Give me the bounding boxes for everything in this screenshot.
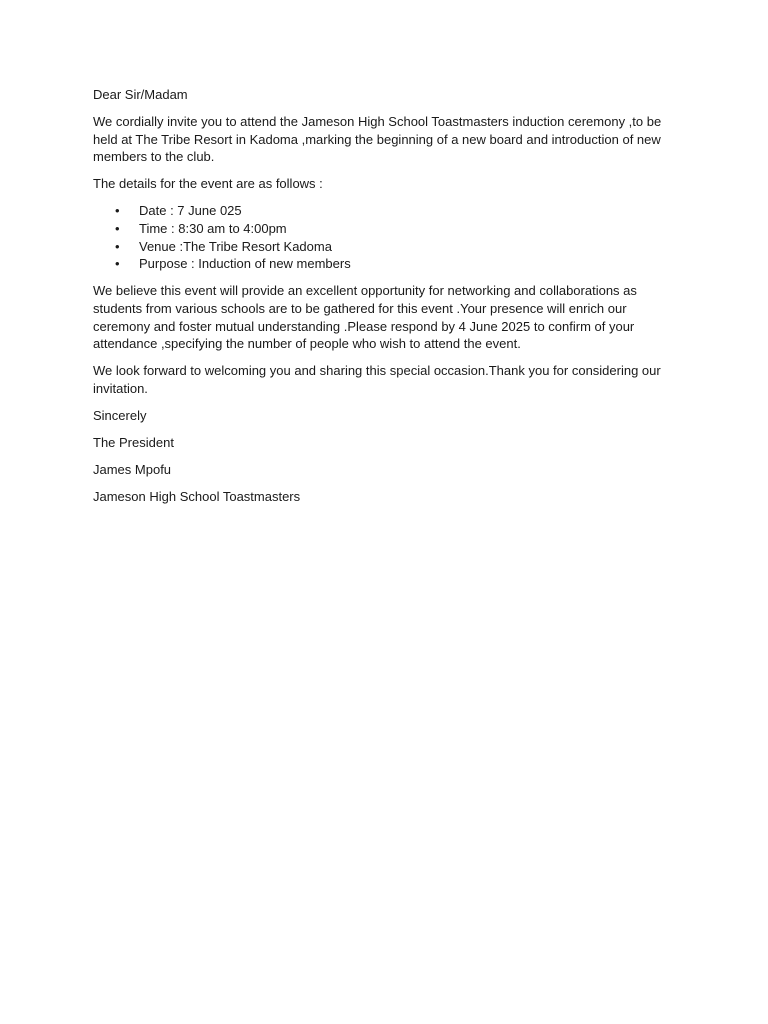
list-item [93, 238, 675, 256]
list-item [93, 255, 675, 273]
intro-paragraph: We cordially invite you to attend the Jameson High School Toastmasters induction ceremony ,to be held at The Tribe Resort in Kadoma ,marking the beginning of a new board and introduction of new members to the club. [93, 114, 662, 165]
event-details-list [93, 202, 675, 272]
list-item [93, 220, 675, 238]
closing-paragraph: We look forward to welcoming you and sharing this special occasion.Thank you for considering our invitation. [93, 363, 661, 396]
detail-time: Time : 8:30 am to 4:00pm [139, 221, 287, 237]
detail-date: Date : 7 June 025 [139, 203, 242, 219]
details-heading: The details for the event are as follows : [93, 176, 323, 192]
bullet-icon: • [115, 203, 120, 219]
signoff: Sincerely [93, 407, 147, 423]
bullet-icon: • [115, 256, 120, 272]
bullet-icon: • [115, 221, 120, 237]
letter-body [93, 86, 675, 515]
bullet-icon: • [115, 238, 120, 254]
body-paragraph: We believe this event will provide an excellent opportunity for networking and collaborations as students from various schools are to be gathered for this event .Your presence will enrich our ceremony and foster mutual understanding .Please respond by 4 June 2025 to confirm of your attendance ,specifying the number of people who wish to attend the event. [93, 283, 637, 352]
detail-purpose: Purpose : Induction of new members [139, 256, 351, 272]
signer-title: The President [93, 435, 174, 450]
organization-name: Jameson High School Toastmasters [93, 489, 301, 505]
salutation: Dear Sir/Madam [93, 87, 188, 102]
detail-venue: Venue :The Tribe Resort Kadoma [139, 238, 332, 254]
list-item [93, 202, 675, 220]
signer-name: James Mpofu [93, 462, 172, 478]
